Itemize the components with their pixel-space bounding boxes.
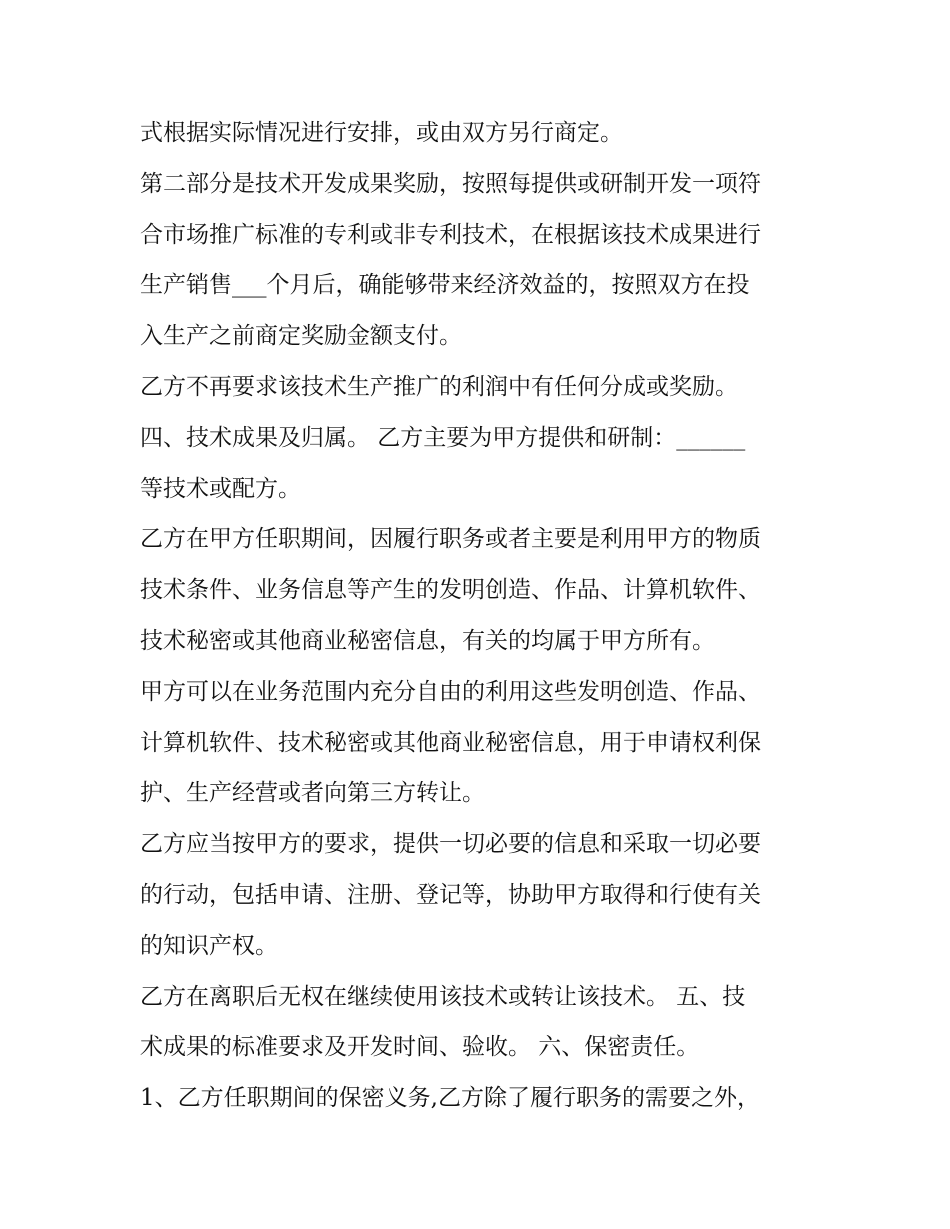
text-line: 的行动，包括申请、注册、登记等，协助甲方取得和行使有关	[140, 881, 761, 908]
text-line: 生产销售___个月后，确能够带来经济效益的，按照双方在投	[140, 272, 750, 299]
text-line: 入生产之前商定奖励金额支付。	[140, 323, 462, 350]
text-line: 第二部分是技术开发成果奖励，按照每提供或研制开发一项符	[140, 170, 761, 197]
text-line: 乙方不再要求该技术生产推广的利润中有任何分成或奖励。	[140, 373, 738, 400]
text-line: 乙方在甲方任职期间，因履行职务或者主要是利用甲方的物质	[140, 526, 761, 553]
document-body	[140, 108, 840, 1124]
text-line: 技术条件、业务信息等产生的发明创造、作品、计算机软件、	[140, 577, 761, 604]
text-line: 计算机软件、技术秘密或其他商业秘密信息，用于申请权利保	[140, 729, 761, 756]
text-line: 式根据实际情况进行安排，或由双方另行商定。	[140, 120, 623, 146]
text-line: 1、乙方任职期间的保密义务,乙方除了履行职务的需要之外，	[140, 1085, 760, 1112]
text-line: 等技术或配方。	[140, 475, 301, 502]
text-line: 术成果的标准要求及开发时间、验收。 六、保密责任。	[140, 1034, 700, 1061]
text-line: 技术秘密或其他商业秘密信息，有关的均属于甲方所有。	[140, 627, 715, 654]
text-line: 合市场推广标准的专利或非专利技术，在根据该技术成果进行	[140, 221, 761, 248]
text-line: 甲方可以在业务范围内充分自由的利用这些发明创造、作品、	[140, 678, 761, 705]
text-line: 乙方在离职后无权在继续使用该技术或转让该技术。 五、技	[140, 983, 746, 1010]
text-line: 的知识产权。	[140, 932, 278, 959]
text-line: 四、技术成果及归属。 乙方主要为甲方提供和研制：______	[140, 424, 746, 451]
text-line: 护、生产经营或者向第三方转让。	[140, 780, 485, 807]
text-line: 乙方应当按甲方的要求，提供一切必要的信息和采取一切必要	[140, 831, 761, 858]
